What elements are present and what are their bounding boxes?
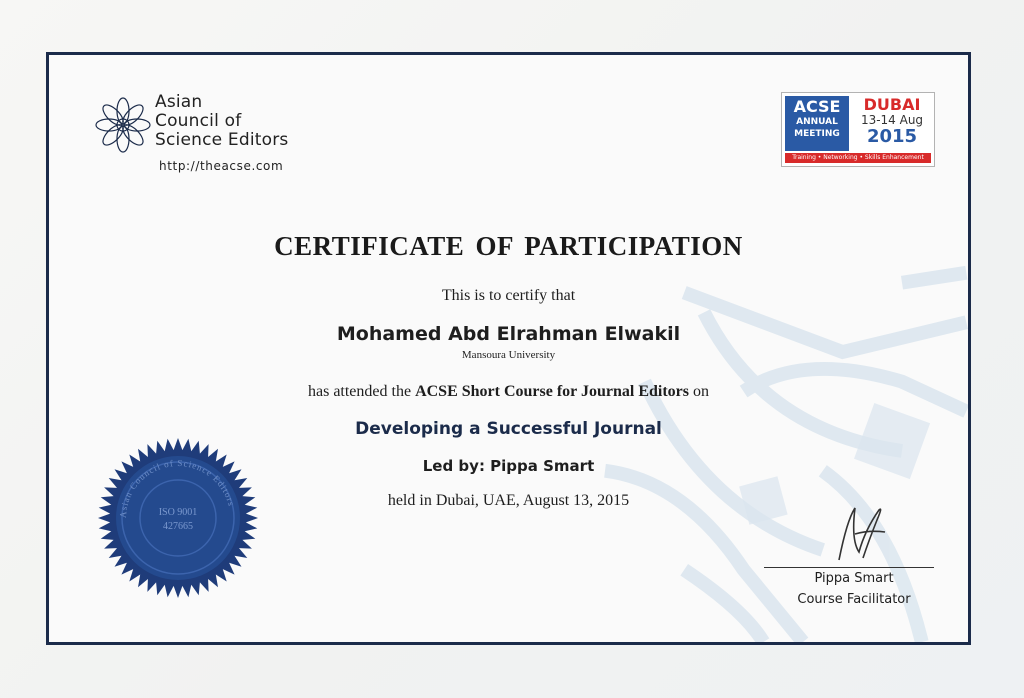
certify-line: This is to certify that — [441, 287, 576, 304]
organization-name — [155, 93, 288, 150]
course-title: Developing a Successful Journal — [355, 419, 662, 439]
seal-ring-text: Asian Council of Science Editors — [117, 457, 237, 519]
seal-center-line2: 427665 — [163, 521, 193, 532]
attended-suffix: on — [689, 383, 710, 400]
badge-meeting: MEETING — [794, 129, 840, 139]
flower-logo-icon — [91, 93, 155, 157]
badge-event-block — [852, 96, 932, 147]
recipient-affiliation: Mansoura University — [461, 349, 556, 361]
seal-center-line1: ISO 9001 — [158, 507, 198, 518]
signatory-name: Pippa Smart — [814, 571, 894, 586]
certificate-title: CERTIFICATE OF PARTICIPATION — [274, 231, 743, 261]
recipient-name: Mohamed Abd Elrahman Elwakil — [336, 323, 681, 345]
badge-year: 2015 — [866, 126, 918, 147]
certificate-frame — [46, 52, 971, 645]
organization-url[interactable]: http://theacse.com — [159, 159, 284, 173]
seal-icon — [93, 433, 263, 603]
signature-mark — [819, 500, 909, 570]
badge-tagline: Training • Networking • Skills Enhancement — [785, 153, 931, 163]
annual-meeting-badge — [781, 92, 935, 167]
led-by: Led by: Pippa Smart — [422, 457, 595, 475]
badge-city: DUBAI — [863, 95, 921, 114]
held-line: held in Dubai, UAE, August 13, 2015 — [387, 492, 630, 509]
org-name-line3: Science Editors — [155, 130, 289, 150]
attended-prefix: has attended the — [307, 383, 416, 400]
badge-annual: ANNUAL — [796, 117, 838, 127]
attended-course: ACSE Short Course for Journal Editors — [415, 383, 690, 400]
org-name-line1: Asian — [155, 92, 203, 112]
badge-acse-block — [785, 96, 849, 151]
badge-acse: ACSE — [793, 97, 841, 116]
org-name-line2: Council of — [155, 111, 242, 131]
badge-dates: 13-14 Aug — [860, 113, 924, 127]
signatory-role: Course Facilitator — [797, 592, 911, 607]
signature-line — [764, 567, 934, 568]
attended-line — [49, 383, 968, 401]
